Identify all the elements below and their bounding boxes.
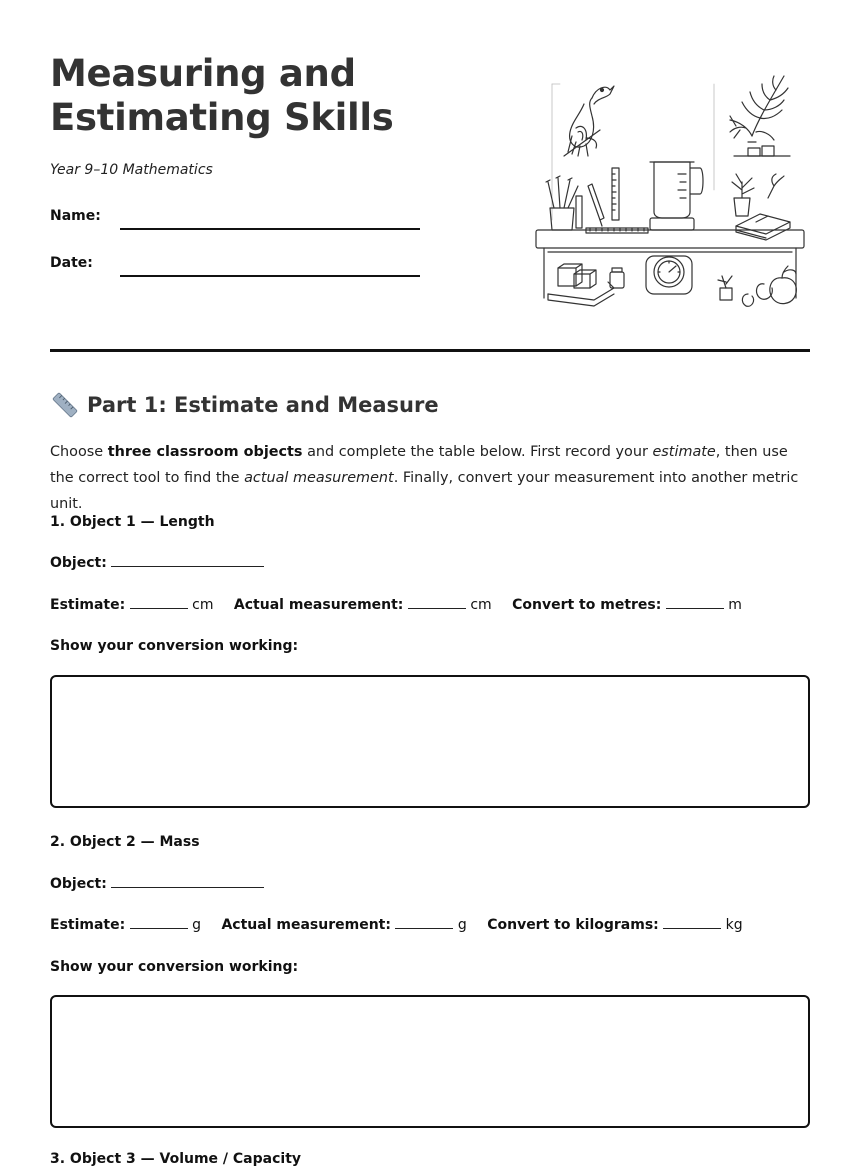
jar-icon xyxy=(610,268,624,288)
working-answer-box[interactable] xyxy=(50,675,810,808)
potted-plant-icon xyxy=(732,174,784,216)
name-line[interactable] xyxy=(120,228,420,230)
actual-label: Actual measurement: xyxy=(221,917,391,933)
estimate-label: Estimate: xyxy=(50,597,126,613)
convert-blank[interactable] xyxy=(663,918,721,929)
cubes-icon xyxy=(548,264,614,306)
actual-blank[interactable] xyxy=(395,918,453,929)
header-divider xyxy=(50,349,810,352)
blocks-icon xyxy=(734,146,790,156)
object-row xyxy=(50,555,264,571)
object-label: Object: xyxy=(50,876,107,892)
estimate-blank[interactable] xyxy=(130,598,188,609)
question-heading: 2. Object 2 — Mass xyxy=(50,834,200,850)
measurement-row xyxy=(50,917,743,933)
worksheet-page xyxy=(50,0,810,1167)
working-label: Show your conversion working: xyxy=(50,959,299,975)
object-label: Object: xyxy=(50,555,107,571)
ruler-icon xyxy=(50,390,80,420)
convert-blank[interactable] xyxy=(666,598,724,609)
subtitle: Year 9–10 Mathematics xyxy=(50,162,213,178)
object-blank[interactable] xyxy=(111,556,264,567)
date-line[interactable] xyxy=(120,275,420,277)
name-field xyxy=(50,208,420,232)
scale-icon xyxy=(646,256,692,294)
working-label: Show your conversion working: xyxy=(50,638,299,654)
pen-icon xyxy=(588,184,604,226)
estimate-unit: g xyxy=(192,917,202,933)
convert-label: Convert to metres: xyxy=(512,597,662,613)
estimate-unit: cm xyxy=(192,597,214,613)
worksheet-title xyxy=(50,52,480,140)
instructions: Choose three classroom objects and complete the table below. First record your estimate, then use the correct tool to find the actual measurement. Finally, convert your measurement into another metric unit. xyxy=(50,444,799,512)
actual-label: Actual measurement: xyxy=(233,597,404,613)
convert-label: Convert to kilograms: xyxy=(487,917,659,933)
classroom-illustration xyxy=(534,70,810,315)
name-label: Name: xyxy=(50,208,101,224)
estimate-blank[interactable] xyxy=(130,918,188,929)
section-title: Part 1: Estimate and Measure xyxy=(87,393,439,417)
apple-icon xyxy=(718,266,796,306)
title-line-2: Estimating Skills xyxy=(50,96,394,139)
ruler-icon xyxy=(612,168,619,220)
question-heading: 1. Object 1 — Length xyxy=(50,514,215,530)
object-row xyxy=(50,876,264,892)
beaker-icon xyxy=(650,162,703,230)
part1-heading xyxy=(50,388,439,422)
title-line-1: Measuring and xyxy=(50,52,356,95)
actual-unit: cm xyxy=(470,597,492,613)
question-heading: 3. Object 3 — Volume / Capacity xyxy=(50,1151,302,1167)
actual-unit: g xyxy=(457,917,467,933)
estimate-label: Estimate: xyxy=(50,917,126,933)
fern-icon xyxy=(730,76,788,142)
working-answer-box[interactable] xyxy=(50,995,810,1128)
object-blank[interactable] xyxy=(111,877,264,888)
pencil-cup-icon xyxy=(546,176,582,230)
actual-blank[interactable] xyxy=(408,598,466,609)
date-label: Date: xyxy=(50,255,93,271)
measurement-row xyxy=(50,597,742,613)
bird-icon xyxy=(564,86,614,156)
date-field xyxy=(50,255,420,279)
convert-unit: kg xyxy=(725,917,743,933)
convert-unit: m xyxy=(728,597,742,613)
books-icon xyxy=(736,214,790,240)
